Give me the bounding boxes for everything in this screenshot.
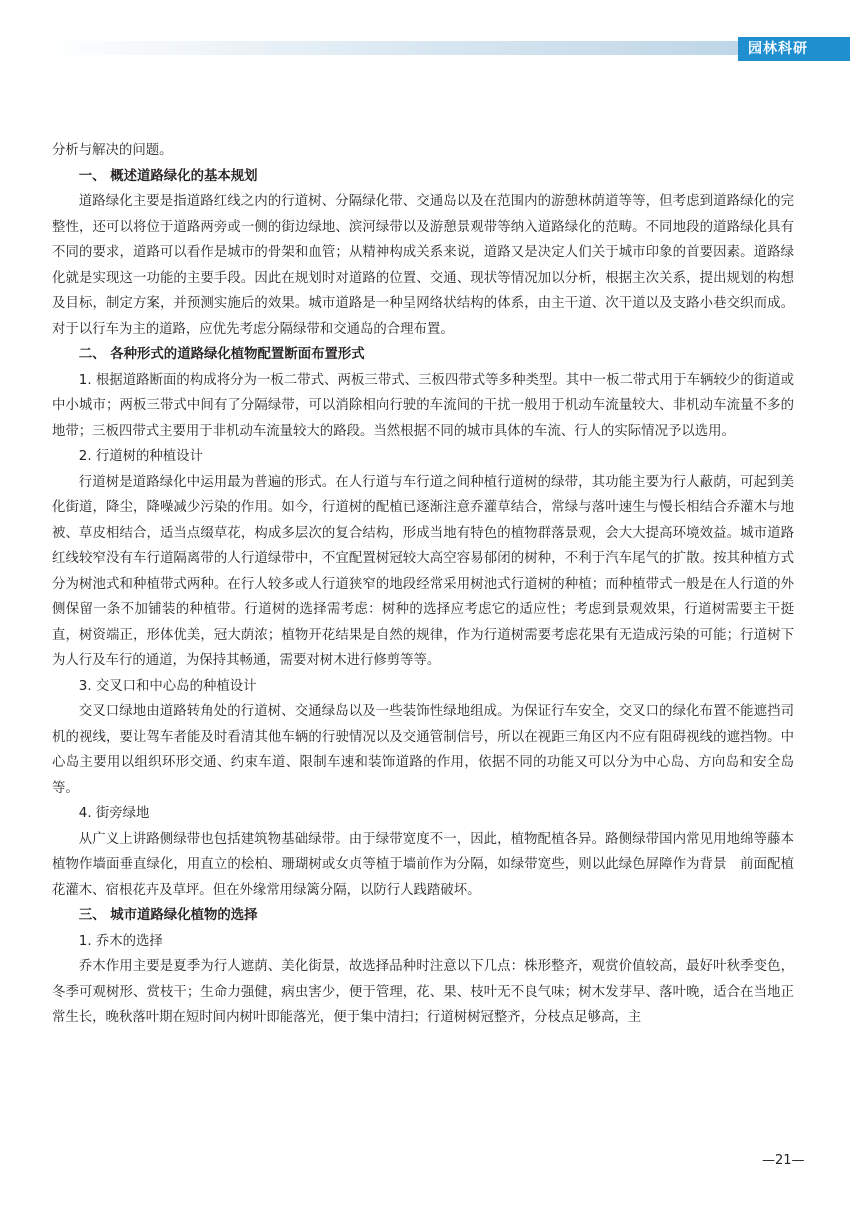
section-tag: 园林科研 — [738, 37, 850, 61]
subheading: 3. 交叉口和中心岛的种植设计 — [78, 678, 257, 694]
section-heading: 三、 城市道路绿化植物的选择 — [78, 908, 258, 923]
subheading: 1. 乔木的选择 — [78, 933, 163, 949]
subheading: 2. 行道树的种植设计 — [78, 449, 203, 464]
paragraph: 乔木作用主要是夏季为行人遮荫、美化街景，故选择品种时注意以下几点：株形整齐，观赏价值较高，最好叶秋季变色，冬季可观树形、赏枝干；生命力强健，病虫害少，便于管理，花、果、枝叶无不良气味；树木发芽早、落叶晚，适合在当地正常生长，晚秋落叶期在短时间内树叶即能落光，便于集中清扫；行道树树冠整齐，分枝点足够高，主 — [52, 959, 794, 1025]
paragraph: 分析与解决的问题。 — [52, 143, 173, 158]
header-band — [40, 41, 850, 55]
paragraph: 交叉口绿地由道路转角处的行道树、交通绿岛以及一些装饰性绿地组成。为保证行车安全，交叉口的绿化布置不能遮挡司机的视线，要让驾车者能及时看清其他车辆的行驶情况以及交通管制信号，所以在视距三角区内不应有阻碍视线的遮挡物。中心岛主要用以组织环形交通、约束车道、限制车速和装饰道路的作用，依据不同的功能又可以分为中心岛、方向岛和安全岛等。 — [52, 704, 794, 796]
paragraph: 1. 根据道路断面的构成将分为一板二带式、两板三带式、三板四带式等多种类型。其中一板二带式用于车辆较少的街道或中小城市；两板三带式中间有了分隔绿带，可以消除相向行驶的车流间的干扰一般用于机动车流量较大、非机动车流量不多的地带；三板四带式主要用于非机动车流量较大的路段。当然根据不同的城市具体的车流、行人的实际情况予以选用。 — [52, 372, 794, 439]
paragraph: 道路绿化主要是指道路红线之内的行道树、分隔绿化带、交通岛以及在范围内的游憩林荫道等等，但考虑到道路绿化的完整性，还可以将位于道路两旁或一侧的街边绿地、滨河绿带以及游憩景观带等纳入道路绿化的范畴。不同地段的道路绿化具有不同的要求，道路可以看作是城市的骨架和血管；从精神构成关系来说，道路又是决定人们关于城市印象的首要因素。道路绿化就是实现这一功能的主要手段。因此在规划时对道路的位置、交通、现状等情况加以分析，根据主次关系，提出规划的构想及目标，制定方案，并预测实施后的效果。城市道路是一种呈网络状结构的体系，由主干道、次干道以及支路小巷交织而成。对于以行车为主的道路，应优先考虑分隔绿带和交通岛的合理布置。 — [52, 194, 794, 337]
paragraph: 行道树是道路绿化中运用最为普遍的形式。在人行道与车行道之间种植行道树的绿带，其功能主要为行人蔽荫，可起到美化街道，降尘，降噪减少污染的作用。如今，行道树的配植已逐渐注意乔灌草结合，常绿与落叶速生与慢长相结合乔灌木与地被、草皮相结合，适当点缀草花，构成多层次的复合结构，形成当地有特色的植物群落景观，会大大提高环境效益。城市道路红线较窄没有车行道隔离带的人行道绿带中，不宜配置树冠较大高空容易郁闭的树种，不利于汽车尾气的扩散。按其种植方式分为树池式和种植带式两种。在行人较多或人行道狭窄的地段经常采用树池式行道树的种植；而种植带式一般是在人行道的外侧保留一条不加铺装的种植带。行道树的选择需考虑：树种的选择应考虑它的适应性；考虑到景观效果，行道树需要主干挺直，树资端正，形体优美，冠大荫浓；植物开花结果是自然的规律，作为行道树需要考虑花果有无造成污染的可能；行道树下为人行及车行的通道，为保持其畅通，需要对树木进行修剪等等。 — [52, 474, 794, 668]
subheading: 4. 街旁绿地 — [78, 806, 150, 821]
paragraph: 从广义上讲路侧绿带也包括建筑物基础绿带。由于绿带宽度不一，因此，植物配植各异。路侧绿带国内常见用地绵等藤本植物作墙面垂直绿化，用直立的桧柏、珊瑚树或女贞等植于墙前作为分隔，如绿带宽些，则以此绿色屏障作为背景 前面配植花灌木、宿根花卉及草坪。但在外缘常用绿篱分隔，以防行人践踏破坏。 — [52, 831, 794, 898]
section-heading: 二、 各种形式的道路绿化植物配置断面布置形式 — [78, 347, 365, 362]
page-number: —21— — [762, 1153, 805, 1168]
article-body — [52, 138, 794, 1031]
section-heading: 一、 概述道路绿化的基本规划 — [78, 168, 258, 184]
